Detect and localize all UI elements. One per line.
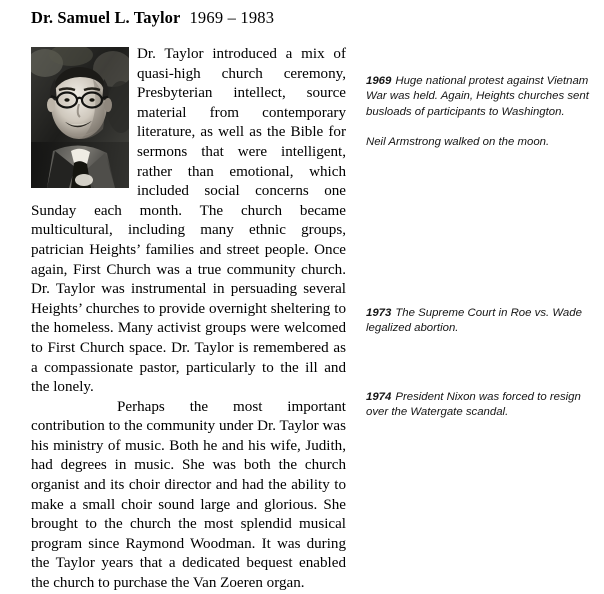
body-paragraph-2: Perhaps the most important contribution to the community under Dr. Taylor was his ministry of music. Both he and his wife, Judith, had degrees in music. She was both the church organist and its choir director and had the ability to make a small choir sound large and glorious. She brought to the church the most splendid musical program since Raymond Woodman. It was during the Taylor years that a dedicated bequest enabled the church to purchase the Van Zoeren organ. (31, 398, 346, 592)
sidebar-note-1969-body (366, 74, 596, 120)
article-body (31, 45, 346, 594)
sidebar-note-1974-year: 1974 (366, 391, 392, 403)
sidebar-note-1969-text: Huge national protest against Vietnam War was held. Again, Heights churches sent busloads of participants to Washington. (366, 75, 589, 118)
sidebar-note-1973-body (366, 306, 596, 337)
page-title-name: Dr. Samuel L. Taylor (31, 8, 181, 27)
sidebar-note-1973-text: The Supreme Court in Roe vs. Wade legalized abortion. (366, 307, 582, 335)
sidebar-note-1974-text: President Nixon was forced to resign over the Watergate scandal. (366, 391, 581, 419)
sidebar-note-1973 (366, 306, 596, 337)
portrait-photo-image (31, 47, 129, 188)
portrait-photo (31, 47, 129, 188)
sidebar-note-1974 (366, 390, 596, 421)
sidebar-note-1974-body (366, 390, 596, 421)
page-title (31, 7, 274, 29)
body-paragraph-1: Dr. Taylor introduced a mix of quasi-high church ceremony, Presbyterian intellect, source material from contemporary literature, as well as the Bible for sermons that were intelligent, rather than emotional, which included social concerns one Sunday each month. The church became multicultural, including many ethnic groups, patrician Heights’ families and street people. Once again, First Church was a true community church. Dr. Taylor was instrumental in persuading several Heights’ churches to provide overnight sheltering to the homeless. Many activist groups were welcomed to First Church space. Dr. Taylor is remembered as a compassionate pastor, particularly to the ill and the lonely. (31, 46, 346, 396)
sidebar-note-1969-subnote: Neil Armstrong walked on the moon. (366, 136, 550, 149)
sidebar-note-1973-year: 1973 (366, 307, 392, 319)
sidebar-note-1969 (366, 74, 596, 151)
sidebar-note-1969-year: 1969 (366, 75, 392, 87)
page-title-years: 1969 – 1983 (189, 8, 275, 27)
